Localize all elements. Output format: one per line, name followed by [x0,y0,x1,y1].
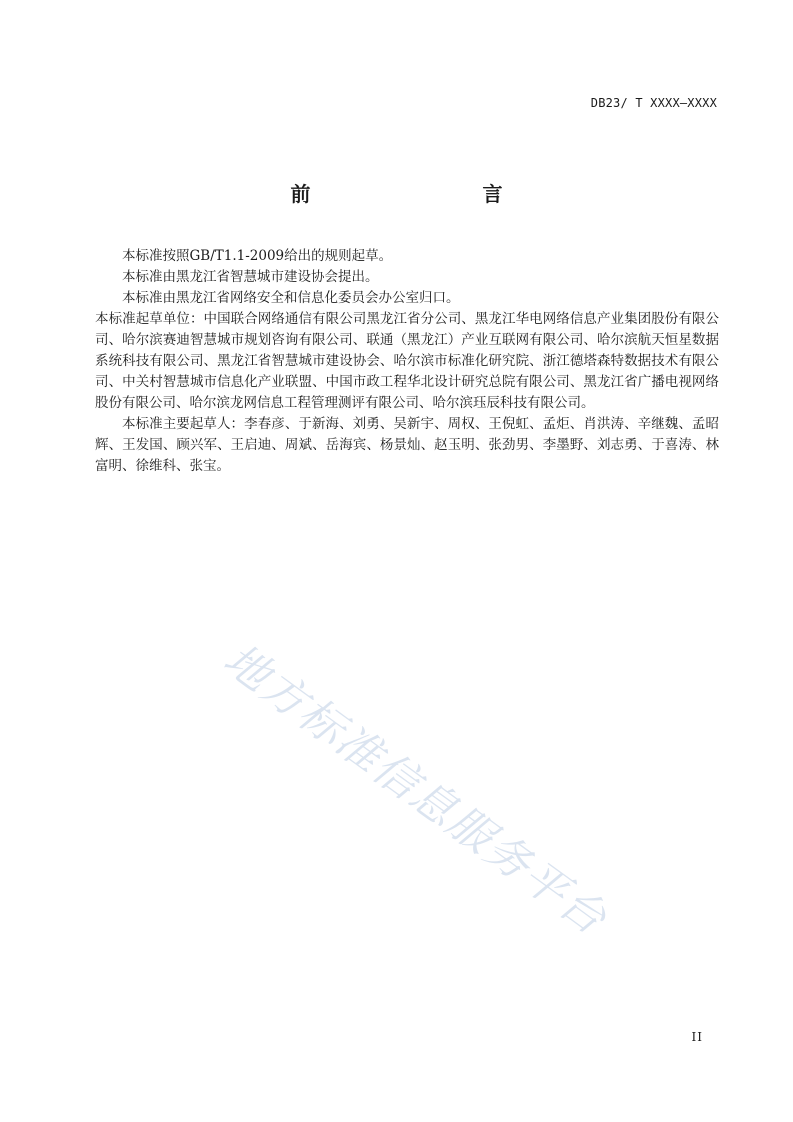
watermark: 地方标准信息服务平台 [214,633,617,946]
foreword-body [95,246,719,477]
document-code-header: DB23/ T XXXX—XXXX [590,96,717,110]
paragraph-main-drafters: 本标准主要起草人：李春彦、于新海、刘勇、吴新宇、周权、王倪虹、孟炬、肖洪涛、辛继魏、孟昭辉、王发国、顾兴军、王启迪、周斌、岳海宾、杨景灿、赵玉明、张劲男、李墨野、刘志勇、于喜涛、林富明、徐维科、张宝。 [95,416,719,474]
page-number: II [691,1030,703,1044]
paragraph-drafting-units: 本标准起草单位：中国联合网络通信有限公司黑龙江省分公司、黑龙江华电网络信息产业集团股份有限公司、哈尔滨赛迪智慧城市规划咨询有限公司、联通（黑龙江）产业互联网有限公司、哈尔滨航天恒星数据系统科技有限公司、黑龙江省智慧城市建设协会、哈尔滨市标准化研究院、浙江德塔森特数据技术有限公司、中关村智慧城市信息化产业联盟、中国市政工程华北设计研究总院有限公司、黑龙江省广播电视网络股份有限公司、哈尔滨龙网信息工程管理测评有限公司、哈尔滨珏辰科技有限公司。 [95,311,719,411]
paragraph-administrator: 本标准由黑龙江省网络安全和信息化委员会办公室归口。 [122,290,460,306]
paragraph-drafting-rules: 本标准按照GB/T1.1-2009给出的规则起草。 [122,248,393,264]
paragraph-proposer: 本标准由黑龙江省智慧城市建设协会提出。 [122,269,379,285]
page-title: 前 言 [290,182,547,206]
